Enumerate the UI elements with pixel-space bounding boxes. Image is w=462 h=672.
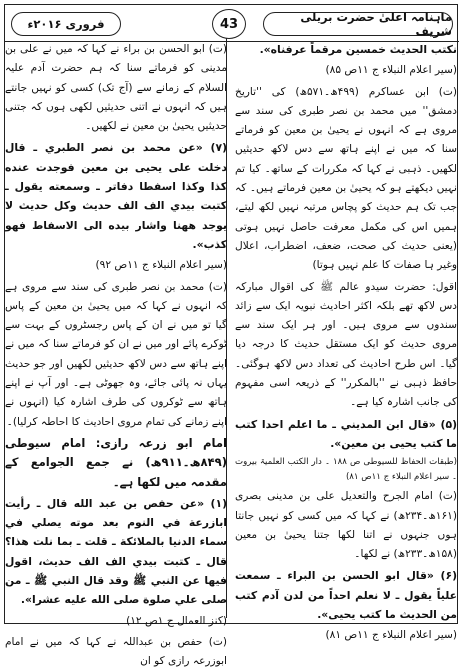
issue-date: فروری ۲۰۱۶ء [11,12,121,36]
left-column [5,40,227,668]
paragraph: (۷) «عن محمد بن نصر الطبري ـ قال دخلت على يحيى بن معين فوجدت عنده كذا وكذا اسفطا دفاتر ـ وسمعته يقول ـ كتبت بيدي الف الف حديث وكل حديث لا يوجد ههنا واشار بيده الى الاسفاط فهو كذب». [5,141,227,251]
paragraph: اقول: حضرت سیدو عالم ﷺ کی اقوال مبارکہ دس لاکھ تھے بلکہ اکثر احادیث نبویہ ایک سے زائد سندوں سے مروی ہیں۔ اور ہر ایک سند سے مروی حدیث کو ایک مستقل حدیث کا درجہ دیا گیا۔ اس طرح احادیث کی تعداد دس لاکھ ہوگئی۔ حافظ ذہبی نے ''بالمکرر'' کے ذریعہ اسی مفہوم کی جانب اشارہ کیا ہے۔ [235,280,457,409]
citation: (سیر اعلام النبلاء ج ۱۱ص ۸۱) [325,629,457,642]
paragraph: (۵) «قال ابن المديني ـ ما اعلم احدا كتب ما كتب يحيى بن معين». [235,417,457,450]
citation: (کنز العمال ج ۱ص ۱۲) [126,614,227,627]
paragraph: (ت) حفص بن عبداللہ نے کہا کہ میں نے امام ابوزرعہ رازی کو ان [5,635,227,668]
citation: (سیر اعلام النبلاء ج ۱۱ص ۹۲) [95,259,227,272]
paragraph: (ت) محمد بن نصر طبری کی سند سے مروی ہے کہ انہوں نے کہا کہ میں یحییٰ بن معین کے پاس گیا تو میں نے ان کے پاس رجسٹروں کے بہت سے ٹوکرے پائے اور میں نے ان کو فرماتے سنا کہ میں نے اپنے ہاتھ سے دس لاکھ حدیثیں لکھیں اور جو حدیث یہاں نہ پائی جائے، وہ جھوٹی ہے۔ اور آپ نے اپنے ہاتھ سے ٹوکروں کی طرف اشارہ کیا (انہوں نے اپنے زمانے کی تمام مروی احادیث کا احاطہ کرلیا)۔ [5,280,227,428]
page-header [5,5,459,41]
paragraph: (ت) امام الجرح والتعدیل علی بن مدینی بصری (۱۶۱ھ۔۲۳۴ھ) نے کہا کہ میں کسی کو نہیں جانتا ہوں جنہوں نے اتنا لکھا جتنا یحییٰ بن معین (۱۵۸ھ۔۲۳۳ھ) نے لکھا۔ [235,490,457,561]
paragraph: نكتب الحديث خمسين مرقماً عرفناه». [259,43,457,56]
paragraph: (۶) «قال ابو الحسن بن البراء ـ سمعت علياً يقول ـ لا نعلم احداً من لدن آدم كتب من الحديث ما كتب يحيى». [235,569,457,622]
section-heading: امام ابو زرعہ رازی: امام سیوطی (۸۴۹ھ۔۹۱۱ھ) نے جمع الجوامع کے مقدمہ میں لکھا ہے۔ [5,435,227,489]
right-column [235,40,458,642]
citation: (طبقات الحفاظ للسیوطی ص ۱۸۸ ۔ دار الکتب العلمیۃ بیروت ۔ سیر اعلام النبلاء ج ۱۱ص ۸۱) [235,457,458,483]
page-number: 43 [212,9,246,39]
citation: (سیر اعلام النبلاء ج ۱۱ص ۸۵) [325,64,457,77]
magazine-title: ماہنامہ اعلیٰ حضرت بریلی شریف [263,12,453,36]
paragraph: (ت) ابو الحسن بن براء نے کہا کہ میں نے علی بن مدینی کو فرماتے سنا کہ ہم حضرت آدم علیہ السلام کے زمانے سے (آج تک) کسی کو نہیں جانتے ہیں کہ انہوں نے اتنی حدیثیں لکھی ہوں کہ جتنی حدیثیں یحییٰ بن معین نے لکھیں۔ [5,43,227,133]
paragraph: (۱) «عن حفص بن عبد الله قال ـ رأيت ابازرعة في النوم بعد موته يصلي في سماء الدنيا بالملائكة ـ قلت ـ بما نلت هذا؟ قال ـ كتبت بيدي الف الف حديث، اقول فيها عن النبي ﷺ وقد قال النبي ﷺ ـ من صلى علي صلوة صلى الله عليه عشرا». [5,496,227,607]
paragraph: (ت) ابن عساکرم (۴۹۹ھ۔۵۷۱ھ) کی ''تاریخ دمشق'' میں محمد بن نصر طبری کی سند سے مروی ہے کہ انہوں نے یحییٰ بن معین کو فرماتے سنا کہ میں نے اپنے ہاتھ سے دس لاکھ حدیثیں لکھیں۔ ذہبی نے کہا کہ مکررات کے ساتھ۔ کیا تم نہیں دیکھتے ہو کہ یحییٰ بن معین فرماتے ہیں۔ کہ جب تک ہم حدیث کو پچاس مرتبہ نہیں لکھ لیتے، ہمیں اس کی مکمل معرفت حاصل نہیں ہوتی (یعنی حدیث کی صحت، ضعف، اضطراب، اعلال وغیر ہا صفات کا علم نہیں ہوتا) [235,85,457,272]
